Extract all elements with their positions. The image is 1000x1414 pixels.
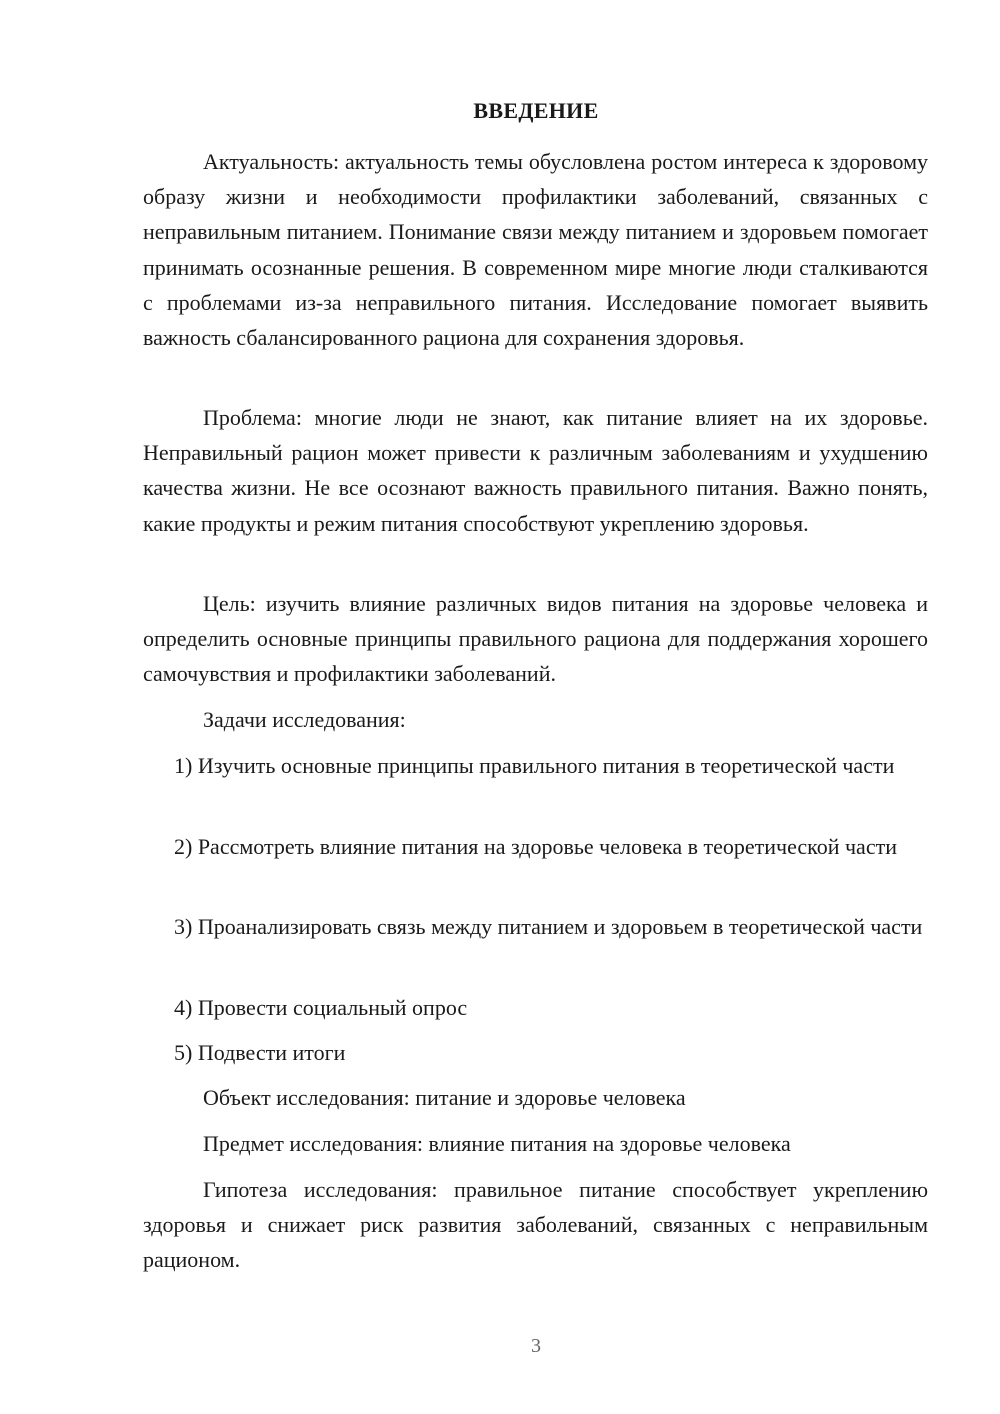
section-heading: ВВЕДЕНИЕ	[473, 98, 599, 123]
task-item: 1) Изучить основные принципы правильного питания в теоретической части	[174, 753, 895, 778]
task-item: 4) Провести социальный опрос	[174, 995, 468, 1020]
task-item-2-wrap	[143, 829, 928, 864]
task-item: 2) Рассмотреть влияние питания на здоровье человека в теоретической части	[174, 834, 897, 859]
goal-section	[143, 586, 928, 692]
relevance-section	[143, 144, 928, 355]
research-object: Объект исследования: питание и здоровье человека	[203, 1085, 686, 1110]
problem-paragraph: Проблема: многие люди не знают, как питание влияет на их здоровье. Неправильный рацион может привести к различным заболеваниям и ухудшению качества жизни. Не все осознают важность правильного питания. Важно понять, какие продукты и режим питания способствуют укреплению здоровья.	[143, 405, 928, 536]
task-item-3-wrap	[143, 909, 928, 944]
subject-section	[143, 1126, 928, 1161]
page-number: 3	[531, 1335, 541, 1357]
task-item: 3) Проанализировать связь между питанием и здоровьем в теоретической части	[174, 914, 923, 939]
tasks-title-section	[143, 702, 928, 737]
research-subject: Предмет исследования: влияние питания на здоровье человека	[203, 1131, 791, 1156]
tasks-title: Задачи исследования:	[203, 707, 406, 732]
task-item-1-wrap	[143, 748, 928, 783]
research-hypothesis: Гипотеза исследования: правильное питание способствует укреплению здоровья и снижает риск развития заболеваний, связанных с неправильным рационом.	[143, 1177, 928, 1273]
task-item-4-wrap	[143, 990, 928, 1025]
task-item: 5) Подвести итоги	[174, 1040, 346, 1065]
goal-paragraph: Цель: изучить влияние различных видов питания на здоровье человека и определить основные принципы правильного рациона для поддержания хорошего самочувствия и профилактики заболеваний.	[143, 591, 928, 687]
object-section	[143, 1080, 928, 1115]
relevance-paragraph: Актуальность: актуальность темы обусловлена ростом интереса к здоровому образу жизни и необходимости профилактики заболеваний, связанных с неправильным питанием. Понимание связи между питанием и здоровьем помогает принимать осознанные решения. В современном мире многие люди сталкиваются с проблемами из-за неправильного питания. Исследование помогает выявить важность сбалансированного рациона для сохранения здоровья.	[143, 149, 928, 351]
task-item-5-wrap	[143, 1035, 928, 1070]
hypothesis-section	[143, 1172, 928, 1278]
problem-section	[143, 400, 928, 541]
